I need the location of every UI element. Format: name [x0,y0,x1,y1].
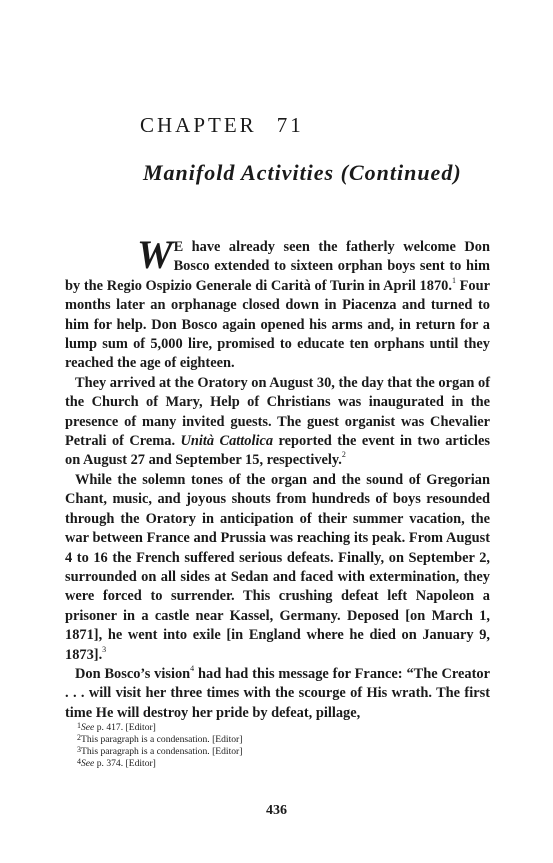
paragraph-1-text: E have already seen the fatherly welcome Don Bosco extended to sixteen orphan boys sent to him by the Regio Ospizio Generale di Carità of Turin in April 1870. [65,239,490,294]
body-text [65,232,490,723]
paragraph-1-text-cont: Four months later an orphanage closed down in Piacenza and turned to him for help. Don Bosco again opened his arms and, in return for a lump sum of 5,000 lire, promised to educate ten orphans until they reached the age of eighteen. [65,277,490,372]
footnote-text: This paragraph is a condensation. [Editor] [81,746,243,757]
footnote-ref-1: 1 [451,275,456,285]
paragraph-4-text-cont: had had this message for France: “The Creator . . . will visit her three times with the scourge of His wrath. The first time He will destroy her pride by defeat, pillage, [65,665,490,721]
paragraph-4-text: Don Bosco’s vision [75,665,191,682]
footnote [77,758,407,770]
paragraph-4 [65,665,490,723]
footnote-italic: See [81,722,95,733]
paragraph-3-text: While the solemn tones of the organ and the sound of Gregorian Chant, music, and joyous shouts from hundreds of boys resounded through the Oratory in anticipation of their summer vacation, the war between France and Prussia was reaching its peak. From August 4 to 16 the French suffered serious defeats. Finally, on September 2, surrounded on all sides at Sedan and faced with extermination, they were forced to surrender. This crushing defeat left Napoleon a prisoner in a castle near Kassel, Germany. Deposed [on March 1, 1871], he went into exile [in England where he died on January 9, 1873]. [65,471,490,663]
footnotes [77,722,407,770]
page-number: 436 [266,803,287,818]
footnote-text: p. 417. [Editor] [94,722,156,733]
footnote-ref-3: 3 [102,644,107,654]
footnote-italic: See [81,758,95,769]
footnote [77,746,407,758]
chapter-heading [140,113,304,138]
chapter-subtitle: Manifold Activities (Continued) [143,160,462,185]
footnote-text: This paragraph is a condensation. [Editor] [81,734,243,745]
footnote-mark: 3 [77,745,81,754]
paragraph-1 [65,232,490,374]
footnote-mark: 2 [77,733,81,742]
paragraph-2-text: They arrived at the Oratory on August 30, the day that the organ of the Church of Mary, Help of Christians was inaugurated in the presence of many invited guests. The guest organist was Chevalier Petrali of Crema. [65,374,490,450]
footnote-mark: 4 [77,757,81,766]
footnote-ref-4: 4 [190,663,195,673]
footnote-ref-2: 2 [341,450,346,460]
paragraph-3 [65,471,490,665]
newspaper-title: Unità Cattolica [180,433,274,450]
footnote [77,722,407,734]
footnote [77,734,407,746]
paragraph-2-text-cont: reported the event in two articles on August 27 and September 15, respectively. [65,433,490,469]
paragraph-2 [65,374,490,471]
chapter-number: 71 [276,113,304,137]
drop-cap: W [137,232,173,277]
footnote-mark: 1 [77,721,81,730]
chapter-label: CHAPTER [140,113,257,137]
footnote-text: p. 374. [Editor] [94,758,156,769]
